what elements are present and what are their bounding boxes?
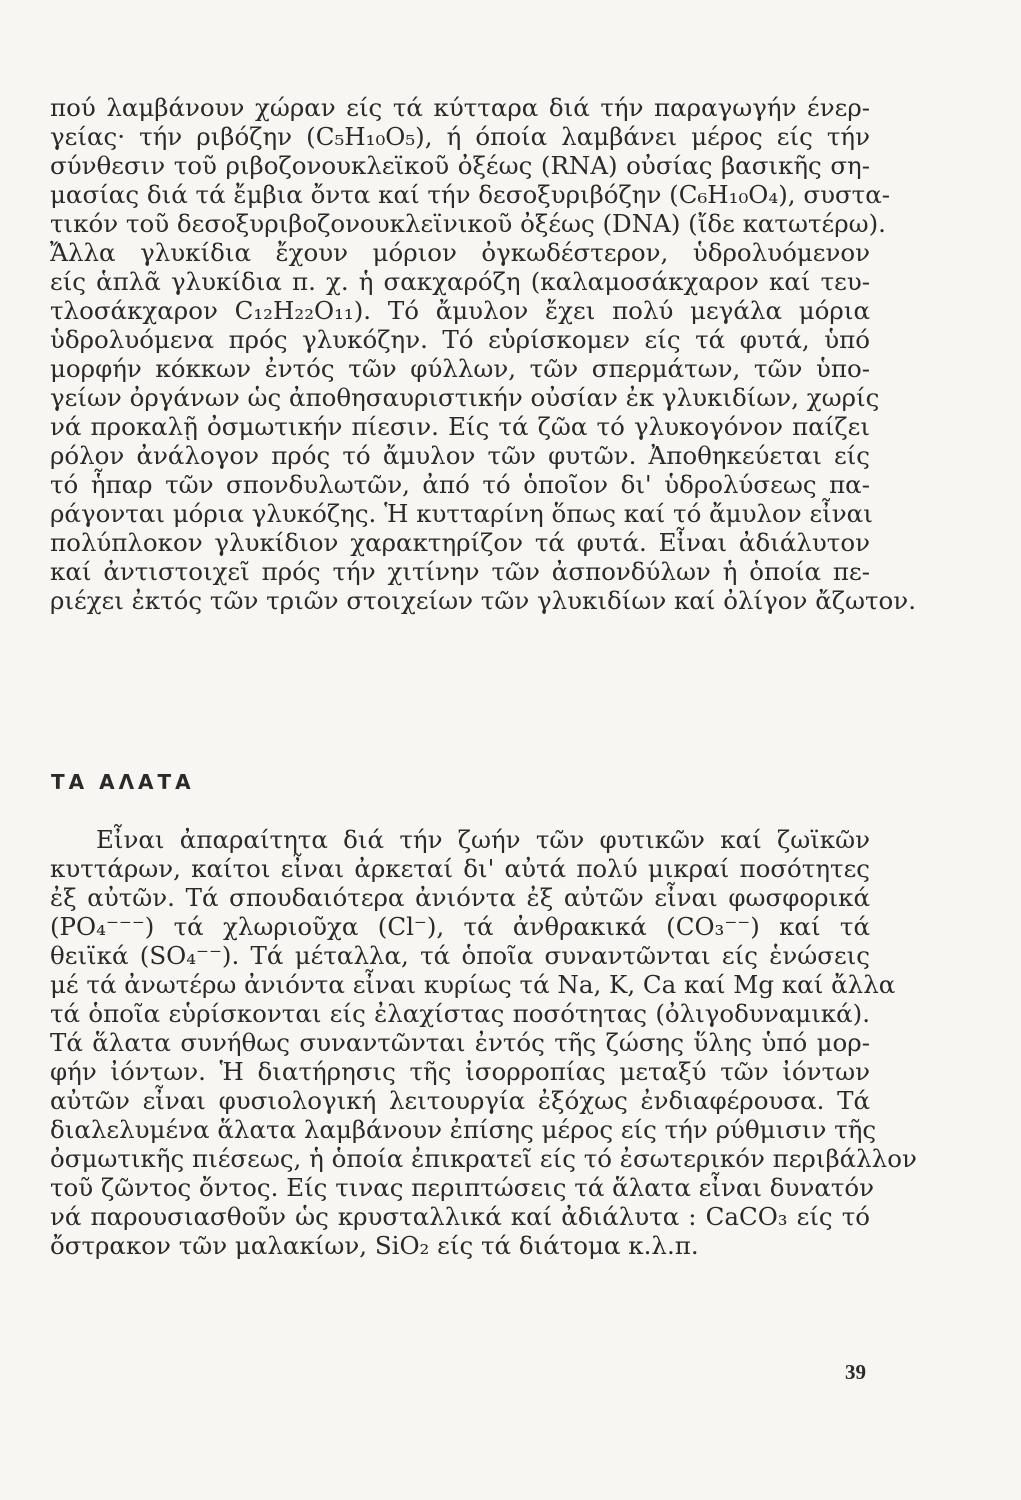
text-line: σύνθεσιν τοῦ ριβοζονουκλεϊκοῦ ὀξέως (RNA) οὐσίας βασικῆς ση-	[50, 151, 870, 180]
text-line: τά ὁποῖα εὑρίσκονται είς ἐλαχίστας ποσότητας (ὀλιγοδυναμικά).	[50, 999, 870, 1028]
text-line: Ἄλλα γλυκίδια ἔχουν μόριον ὀγκωδέστερον, ὑδρολυόμενον	[50, 238, 870, 267]
text-line: τικόν τοῦ δεσοξυριβοζονουκλεϊνικοῦ ὀξέως (DNA) (ἴδε κατωτέρω).	[50, 209, 886, 238]
text-line: μορφήν κόκκων ἐντός τῶν φύλλων, τῶν σπερμάτων, τῶν ὑπο-	[50, 354, 870, 383]
text-line: ὀσμωτικῆς πιέσεως, ἡ ὁποία ἐπικρατεῖ είς τό ἐσωτερικόν περιβάλλον	[50, 1144, 917, 1173]
paragraph-carbohydrates	[50, 93, 916, 615]
text-line: ράγονται μόρια γλυκόζης. Ἡ κυτταρίνη ὅπως καί τό ἄμυλον εἶναι	[50, 499, 873, 528]
text-line: ὑδρολυόμενα πρός γλυκόζην. Τό εὑρίσκομεν είς τά φυτά, ὑπό	[50, 325, 870, 354]
text-line: αὐτῶν εἶναι φυσιολογική λειτουργία ἐξόχως ἐνδιαφέρουσα. Τά	[50, 1086, 870, 1115]
text-line: (PO₄⁻⁻⁻) τά χλωριοῦχα (Cl⁻), τά ἀνθρακικά (CO₃⁻⁻) καί τά	[50, 912, 870, 941]
page-number: 39	[845, 1360, 866, 1384]
section-heading: ΤΑ ΑΛΑΤΑ	[51, 770, 195, 794]
text-line: Τά ἅλατα συνήθως συναντῶνται ἐντός τῆς ζώσης ὕλης ὑπό μορ-	[50, 1028, 870, 1057]
text-line: τό ἧπαρ τῶν σπονδυλωτῶν, ἀπό τό ὁποῖον δι' ὑδρολύσεως πα-	[50, 470, 870, 499]
text-line: γείας· τήν ριβόζην (C₅H₁₀O₅), ή όποία λαμβάνει μέρος είς τήν	[50, 122, 870, 151]
text-line: νά παρουσιασθοῦν ὡς κρυσταλλικά καί ἀδιάλυτα : CaCO₃ είς τό	[50, 1202, 870, 1231]
text-line: θειϊκά (SO₄⁻⁻). Τά μέταλλα, τά ὁποῖα συναντῶνται είς ἑνώσεις	[50, 941, 870, 970]
paragraph-salts	[50, 825, 917, 1260]
text-line: τλοσάκχαρον C₁₂H₂₂O₁₁). Τό ἄμυλον ἔχει πολύ μεγάλα μόρια	[50, 296, 870, 325]
text-line: διαλελυμένα ἅλατα λαμβάνουν ἐπίσης μέρος είς τήν ρύθμισιν τῆς	[50, 1115, 877, 1144]
text-line: καί ἀντιστοιχεῖ πρός τήν χιτίνην τῶν ἀσπονδύλων ἡ ὁποία πε-	[50, 557, 870, 586]
text-line: φήν ἰόντων. Ἡ διατήρησις τῆς ἰσορροπίας μεταξύ τῶν ἰόντων	[50, 1057, 870, 1086]
text-line: ἐξ αὐτῶν. Τά σπουδαιότερα ἀνιόντα ἐξ αὐτῶν εἶναι φωσφορικά	[50, 883, 870, 912]
text-line: ριέχει ἐκτός τῶν τριῶν στοιχείων τῶν γλυκιδίων καί ὀλίγον ἄζωτον.	[50, 586, 916, 615]
text-line: γείων ὀργάνων ὡς ἀποθησαυριστικήν οὐσίαν ἐκ γλυκιδίων, χωρίς	[50, 383, 880, 412]
text-line: είς ἁπλᾶ γλυκίδια π. χ. ἡ σακχαρόζη (καλαμοσάκχαρον καί τευ-	[50, 267, 870, 296]
text-line: μασίας διά τά ἔμβια ὄντα καί τήν δεσοξυριβόζην (C₆H₁₀O₄), συστα-	[50, 180, 891, 209]
text-line: ὄστρακον τῶν μαλακίων, SiO₂ είς τά διάτομα κ.λ.π.	[50, 1231, 699, 1260]
text-line: τοῦ ζῶντος ὄντος. Είς τινας περιπτώσεις τά ἅλατα εἶναι δυνατόν	[50, 1173, 875, 1202]
text-line: πού λαμβάνουν χώραν είς τά κύτταρα διά τήν παραγωγήν ένερ-	[50, 93, 870, 122]
text-line: κυττάρων, καίτοι εἶναι ἀρκεταί δι' αὐτά πολύ μικραί ποσότητες	[50, 854, 870, 883]
text-line: νά προκαλῇ ὀσμωτικήν πίεσιν. Είς τά ζῶα τό γλυκογόνον παίζει	[50, 412, 870, 441]
text-line: ρόλον ἀνάλογον πρός τό ἄμυλον τῶν φυτῶν. Ἀποθηκεύεται είς	[50, 441, 870, 470]
text-line: πολύπλοκον γλυκίδιον χαρακτηρίζον τά φυτά. Εἶναι ἀδιάλυτον	[50, 528, 870, 557]
text-line: Εἶναι ἀπαραίτητα διά τήν ζωήν τῶν φυτικῶν καί ζωϊκῶν	[96, 825, 870, 854]
text-line: μέ τά ἀνωτέρω ἀνιόντα εἶναι κυρίως τά Na, K, Ca καί Mg καί ἄλλα	[50, 970, 896, 999]
